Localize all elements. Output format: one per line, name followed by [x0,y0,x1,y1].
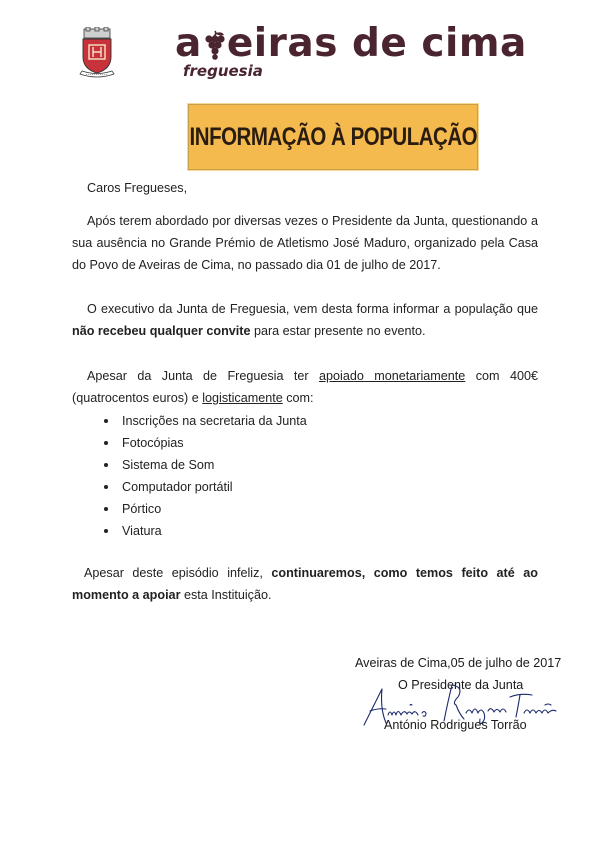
paragraph-3-text-a: Apesar da Junta de Freguesia ter [87,369,320,383]
paragraph-3 [72,365,538,409]
title-banner [188,104,478,170]
signature-role: O Presidente da Junta [398,678,524,692]
list-item: Inscrições na secretaria da Junta [104,410,307,432]
paragraph-3-text-b: com 400€ (quatrocentos euros) e [72,369,538,405]
paragraph-2-bold: não recebeu qualquer convite [72,324,251,338]
banner-title: INFORMAÇÃO À POPULAÇÃO [189,122,477,151]
paragraph-4-text-a: Apesar deste episódio infeliz, [84,566,272,580]
support-list [104,410,307,542]
paragraph-4-bold: continuaremos, como temos feito até ao momento a apoiar [72,566,538,602]
signature-name: António Rodrigues Torrão [384,718,527,732]
brand-subtitle: freguesia [183,62,263,80]
paragraph-2 [72,298,538,342]
paragraph-2-text-b: para estar presente no evento. [250,324,426,338]
paragraph-4 [72,562,538,606]
paragraph-3-underline-1: apoiado monetariamente [319,369,466,383]
paragraph-2-text-a: O executivo da Junta de Freguesia, vem desta forma informar a população que [87,302,538,316]
paragraph-3-underline-2: logisticamente [202,391,283,405]
list-item: Fotocópias [104,432,307,454]
list-item: Viatura [104,520,307,542]
municipal-crest-icon [78,27,116,81]
list-item: Computador portátil [104,476,307,498]
grapes-icon [203,30,226,60]
brand-logo [175,22,545,82]
list-item: Pórtico [104,498,307,520]
brand-rest: eiras de cima [226,21,527,66]
brand-title [175,22,527,66]
paragraph-3-text-c: com: [282,391,314,405]
greeting: Caros Fregueses, [87,181,188,195]
paragraph-4-text-b: esta Instituição. [180,588,272,602]
signature-date: Aveiras de Cima,05 de julho de 2017 [355,656,562,670]
brand-prefix: a [175,21,202,66]
paragraph-1: Após terem abordado por diversas vezes o Presidente da Junta, questionando a sua ausência no Grande Prémio de Atletismo José Maduro, organizado pela Casa do Povo de Aveiras de Cima, no passado dia 01 de julho de 2017. [72,214,538,272]
list-item: Sistema de Som [104,454,307,476]
